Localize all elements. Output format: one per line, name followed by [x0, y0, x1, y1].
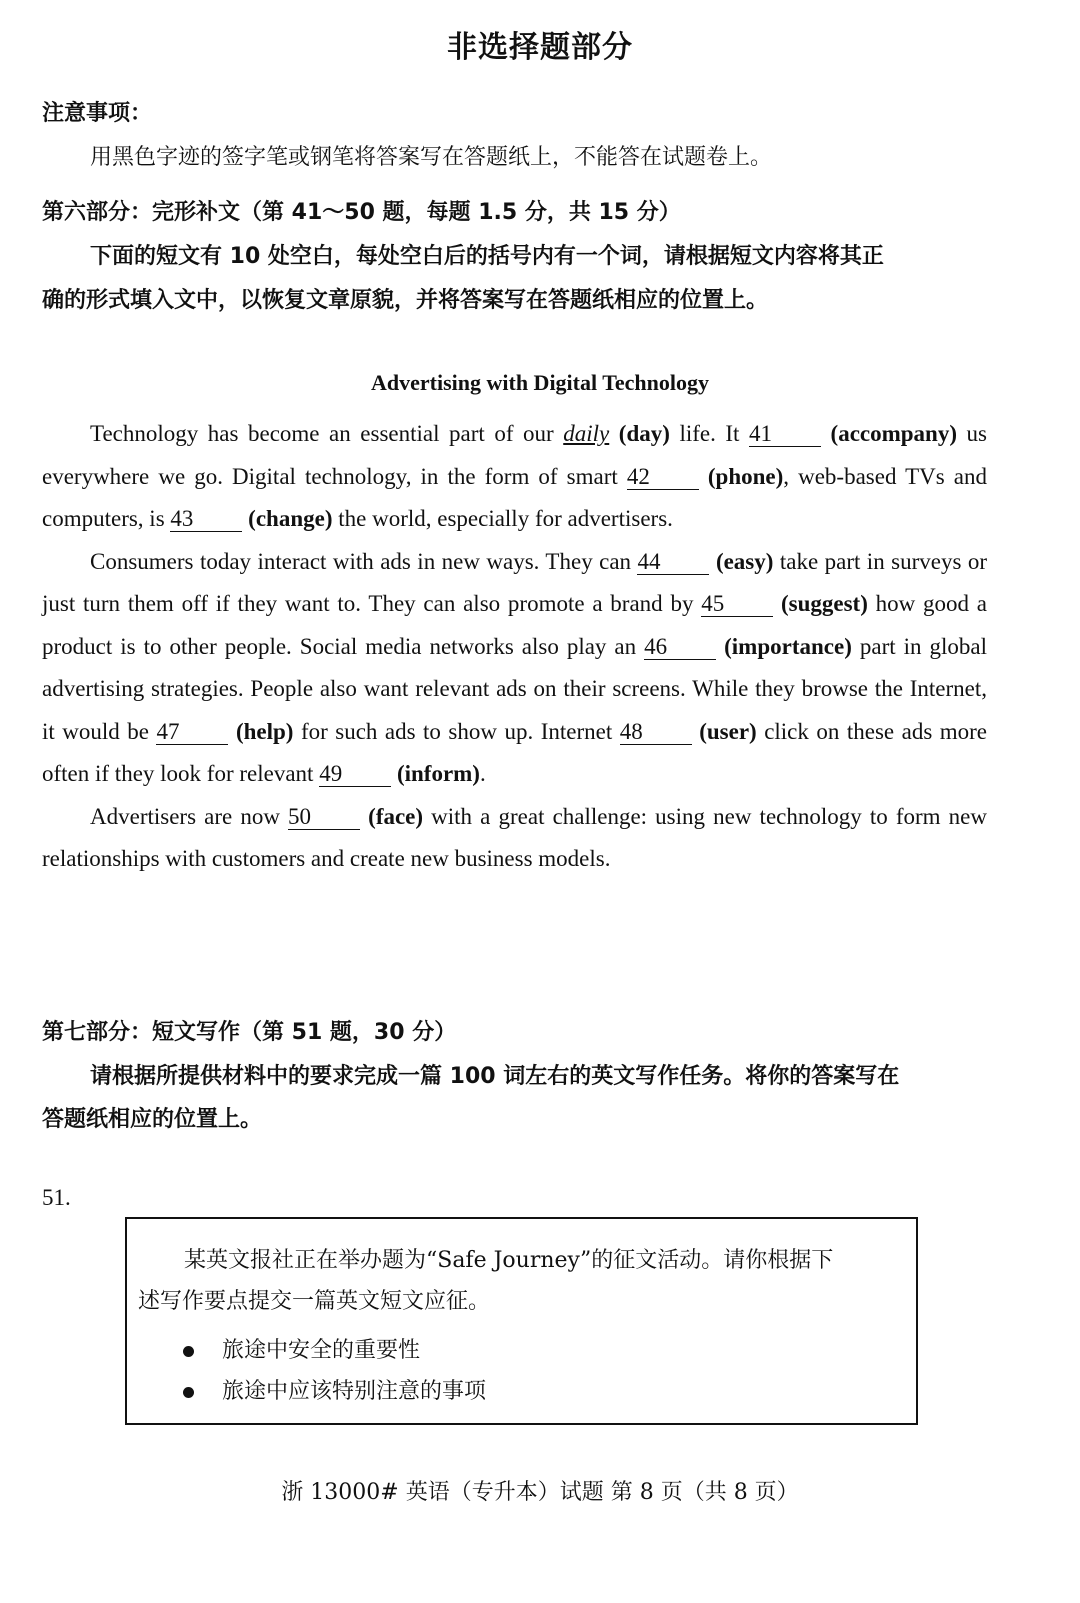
blank-45: 45	[701, 592, 773, 617]
example-word: daily	[563, 421, 610, 446]
hint-50: (face)	[368, 803, 424, 829]
hint-46: (importance)	[724, 633, 852, 659]
passage-title: Advertising with Digital Technology	[371, 370, 709, 395]
prompt-line-1: 某英文报社正在举办题为“Safe Journey”的征文活动。请你根据下	[184, 1248, 834, 1273]
hint-42: (phone)	[707, 463, 784, 489]
hint-44: (easy)	[715, 548, 774, 574]
hint-45: (suggest)	[781, 591, 868, 616]
passage	[42, 413, 987, 881]
part7-heading: 第七部分：短文写作（第 51 题，30 分）	[42, 1020, 457, 1045]
blank-49: 49	[319, 762, 391, 787]
part6-heading: 第六部分：完形补文（第 41～50 题，每题 1.5 分，共 15 分）	[42, 200, 681, 225]
page-footer: 浙 13000# 英语（专升本）试题 第 8 页（共 8 页）	[281, 1480, 799, 1505]
prompt-bullet-2: 旅途中应该特别注意的事项	[183, 1374, 486, 1405]
part6-instruction-line2: 确的形式填入文中，以恢复文章原貌，并将答案写在答题纸相应的位置上。	[42, 288, 769, 313]
bullet-dot-icon	[183, 1387, 194, 1398]
passage-paragraph-3: Advertisers are now 50 (face) with a great challenge: using new technology to form new relationships with customers and create new business models.	[42, 803, 987, 871]
blank-41: 41	[749, 422, 821, 447]
part7-instruction-line1: 请根据所提供材料中的要求完成一篇 100 词左右的英文写作任务。将你的答案写在	[90, 1064, 900, 1089]
bullet-dot-icon	[183, 1346, 194, 1357]
notice-heading: 注意事项：	[42, 101, 153, 126]
blank-50: 50	[288, 805, 360, 830]
notice-text: 用黑色字迹的签字笔或钢笔将答案写在答题纸上，不能答在试题卷上。	[90, 145, 773, 170]
writing-prompt	[138, 1240, 908, 1322]
prompt-line-2: 述写作要点提交一篇英文短文应征。	[138, 1289, 491, 1314]
page-title: 非选择题部分	[447, 30, 633, 65]
part7-instruction-line2: 答题纸相应的位置上。	[42, 1107, 263, 1132]
part6-instruction-line1: 下面的短文有 10 处空白，每处空白后的括号内有一个词，请根据短文内容将其正	[90, 244, 884, 269]
blank-42: 42	[627, 465, 699, 490]
hint-49: (inform)	[396, 761, 480, 786]
question-number: 51.	[42, 1185, 71, 1210]
blank-46: 46	[644, 635, 716, 660]
blank-44: 44	[637, 550, 709, 575]
passage-paragraph-2: Consumers today interact with ads in new ways. They can 44 (easy) take part in surveys or just turn them off if they want to. They can also promote a brand by 45 (suggest) how good a product is to other people. Social media networks also play an 46 (importance) part in global advertising strategies. People also want relevant ads on their screens. While they browse the Internet, it would be 47 (help) for such ads to show up. Internet 48 (user) click on these ads more often if they look for relevant 49 (inform).	[42, 548, 988, 786]
blank-47: 47	[156, 720, 228, 745]
hint-41: (accompany)	[830, 421, 958, 446]
hint-47: (help)	[235, 718, 294, 744]
passage-paragraph-1: Technology has become an essential part of our daily (day) life. It 41 (accompany) us everywhere we go. Digital technology, in the form of smart 42 (phone), web-based TVs and computers, is 43 (change) the world, especially for advertisers.	[42, 421, 988, 531]
example-hint: (day)	[618, 421, 670, 446]
prompt-bullet-1: 旅途中安全的重要性	[183, 1333, 420, 1364]
blank-43: 43	[170, 507, 242, 532]
blank-48: 48	[620, 720, 692, 745]
hint-43: (change)	[248, 506, 333, 531]
hint-48: (user)	[699, 718, 757, 744]
